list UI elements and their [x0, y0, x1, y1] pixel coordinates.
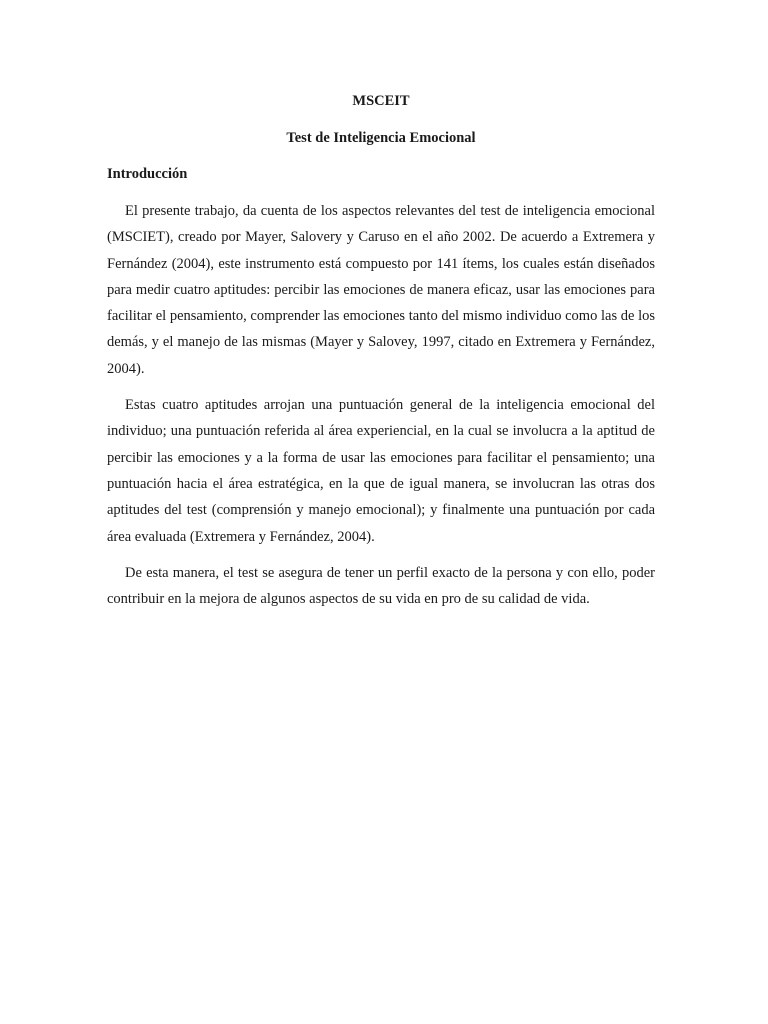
document-subtitle: Test de Inteligencia Emocional: [286, 130, 476, 146]
section-heading: Introducción: [107, 166, 188, 182]
paragraph-1: El presente trabajo, da cuenta de los aspectos relevantes del test de inteligencia emocional (MSCIET), creado por Mayer, Salovery y Caruso en el año 2002. De acuerdo a Extremera y Fernández (2004), este instrumento está compuesto por 141 ítems, los cuales están diseñados para medir cuatro aptitudes: percibir las emociones de manera eficaz, usar las emociones para facilitar el pensamiento, comprender las emociones tanto del mismo individuo como las de los demás, y el manejo de las mismas (Mayer y Salovey, 1997, citado en Extremera y Fernández, 2004).: [107, 203, 655, 377]
document-title: MSCEIT: [352, 93, 410, 109]
paragraph-3: De esta manera, el test se asegura de tener un perfil exacto de la persona y con ello, poder contribuir en la mejora de algunos aspectos de su vida en pro de su calidad de vida.: [107, 564, 655, 608]
document-body: [107, 88, 655, 612]
paragraph-2: Estas cuatro aptitudes arrojan una puntuación general de la inteligencia emocional del individuo; una puntuación referida al área experiencial, en la cual se involucra a la aptitud de percibir las emociones y a la forma de usar las emociones para facilitar el pensamiento; una puntuación hacia el área estratégica, en la que de igual manera, se involucran las otras dos aptitudes del test (comprensión y manejo emocional); y finalmente una puntuación por cada área evaluada (Extremera y Fernández, 2004).: [107, 397, 655, 545]
